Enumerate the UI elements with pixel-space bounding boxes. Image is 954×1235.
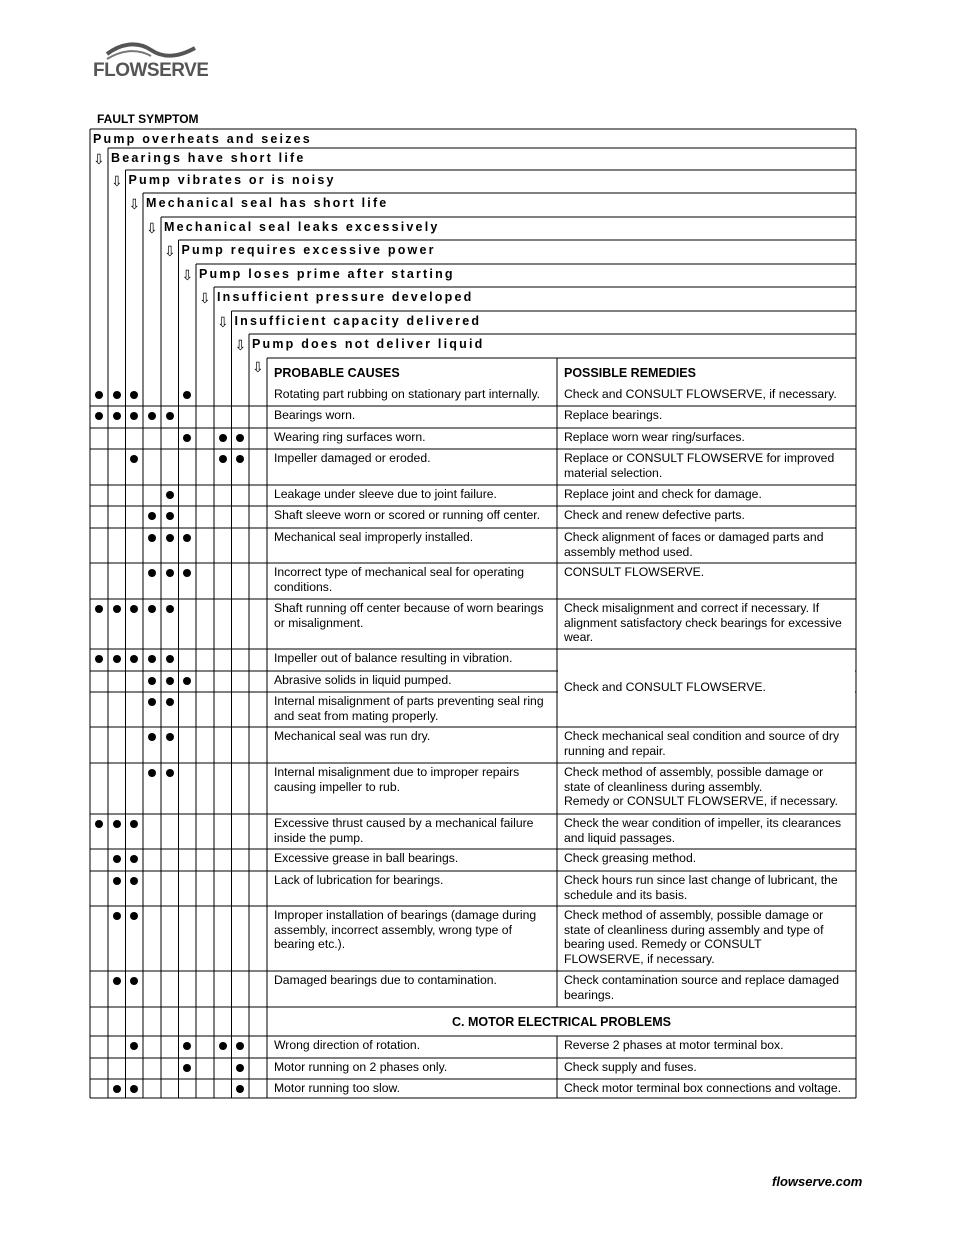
cause-cell: Wearing ring surfaces worn. [274,430,426,444]
cause-cell: Incorrect type of mechanical seal for operating conditions. [274,565,524,594]
down-arrow-icon: ⇩ [217,314,229,330]
footer-url: flowserve.com [772,1174,863,1189]
down-arrow-icon: ⇩ [181,267,194,283]
flowserve-wave-icon [93,40,208,85]
cause-cell: Motor running on 2 phases only. [274,1060,448,1074]
down-arrow-icon: ⇩ [164,243,176,259]
symptom-label-1: Pump overheats and seizes [93,132,312,146]
symptom-bullet [113,655,121,663]
symptom-label-8: Insufficient pressure developed [217,290,474,304]
symptom-bullet [219,455,227,463]
symptom-bullet [166,733,174,741]
cause-cell: Damaged bearings due to contamination. [274,973,497,987]
symptom-bullet [166,512,174,520]
symptom-bullet [113,412,121,420]
remedy-cell: Check and CONSULT FLOWSERVE. [564,680,766,694]
symptom-bullet [166,698,174,706]
down-arrow-icon: ⇩ [252,359,264,375]
symptom-bullet [148,677,156,685]
symptom-bullet [166,655,174,663]
remedy-cell: Check supply and fuses. [564,1060,697,1074]
cause-cell: Shaft sleeve worn or scored or running off center. [274,508,541,522]
symptom-bullet [148,534,156,542]
remedy-cell: Replace joint and check for damage. [564,487,762,501]
remedy-cell: Check greasing method. [564,851,697,865]
symptom-label-6: Pump requires excessive power [181,243,436,257]
logo-text: FLOWSERVE [93,60,208,81]
down-arrow-icon: ⇩ [128,196,141,212]
remedy-cell: Check misalignment and correct if necessary. If alignment satisfactory check bearings for excessive wear. [564,601,842,645]
symptom-bullet [113,391,121,399]
cause-cell: Abrasive solids in liquid pumped. [274,673,452,687]
fault-symptom-label: FAULT SYMPTOM [97,112,199,126]
symptom-label-10: Pump does not deliver liquid [252,337,485,351]
symptom-bullet [113,877,121,885]
remedy-cell: Check method of assembly, possible damage or state of cleanliness during assembly and type of bearing used. Remedy or CONSULT FLOWSERVE, if necessary. [564,908,824,966]
symptom-bullet [148,569,156,577]
symptom-bullet [166,769,174,777]
section-title: C. MOTOR ELECTRICAL PROBLEMS [452,1015,671,1029]
symptom-bullet [166,677,174,685]
symptom-bullet [148,769,156,777]
remedy-cell: Replace bearings. [564,408,663,422]
remedy-cell: Check mechanical seal condition and source of dry running and repair. [564,729,840,758]
cause-cell: Internal misalignment of parts preventing seal ring and seat from mating properly. [274,694,544,723]
cause-cell: Internal misalignment due to improper repairs causing impeller to rub. [274,765,520,794]
cause-cell: Lack of lubrication for bearings. [274,873,444,887]
symptom-bullet [95,412,103,420]
symptom-bullet [113,820,121,828]
cause-cell: Excessive grease in ball bearings. [274,851,459,865]
down-arrow-icon: ⇩ [234,337,247,353]
symptom-bullet [148,605,156,613]
symptom-bullet [113,977,121,985]
symptom-bullet [148,655,156,663]
cause-cell: Mechanical seal was run dry. [274,729,431,743]
remedy-cell: CONSULT FLOWSERVE. [564,565,705,579]
remedy-cell: Check the wear condition of impeller, its clearances and liquid passages. [564,816,842,845]
symptom-label-2: Bearings have short life [111,151,306,165]
symptom-bullet [95,655,103,663]
symptom-bullet [148,733,156,741]
cause-cell: Wrong direction of rotation. [274,1038,421,1052]
symptom-label-3: Pump vibrates or is noisy [128,173,336,187]
symptom-label-7: Pump loses prime after starting [199,267,455,281]
symptom-bullet [113,912,121,920]
symptom-bullet [166,412,174,420]
symptom-bullet [95,391,103,399]
symptom-bullet [166,605,174,613]
down-arrow-icon: ⇩ [111,173,123,189]
troubleshooting-table [90,129,856,1098]
remedy-cell: Check and renew defective parts. [564,508,745,522]
symptom-bullet [219,1042,227,1050]
down-arrow-icon: ⇩ [146,220,158,236]
symptom-bullet [113,605,121,613]
possible-remedies-header: POSSIBLE REMEDIES [564,366,696,380]
remedy-cell: Check alignment of faces or damaged parts and assembly method used. [564,530,824,559]
cause-cell: Improper installation of bearings (damage during assembly, incorrect assembly, wrong type of bearing etc.). [274,908,537,952]
symptom-bullet [148,698,156,706]
symptom-label-5: Mechanical seal leaks excessively [164,220,440,234]
remedy-cell: Check method of assembly, possible damage or state of cleanliness during assembly. Remedy or CONSULT FLOWSERVE, if necessary. [564,765,839,809]
symptom-bullet [95,820,103,828]
cause-cell: Excessive thrust caused by a mechanical failure inside the pump. [274,816,534,845]
symptom-label-9: Insufficient capacity delivered [234,314,482,328]
symptom-bullet [166,491,174,499]
remedy-cell: Check motor terminal box connections and voltage. [564,1081,842,1095]
probable-causes-header: PROBABLE CAUSES [274,366,400,380]
cause-cell: Shaft running off center because of worn bearings or misalignment. [274,601,544,630]
symptom-bullet [113,1085,121,1093]
cause-cell: Bearings worn. [274,408,356,422]
down-arrow-icon: ⇩ [93,151,105,167]
symptom-bullet [113,855,121,863]
remedy-cell: Replace worn wear ring/surfaces. [564,430,745,444]
remedy-cell: Check and CONSULT FLOWSERVE, if necessary. [564,387,837,401]
remedy-cell: Check contamination source and replace damaged bearings. [564,973,840,1002]
symptom-bullet [166,534,174,542]
remedy-cell: Replace or CONSULT FLOWSERVE for improved material selection. [564,451,835,480]
flowserve-logo [93,40,208,85]
cause-cell: Mechanical seal improperly installed. [274,530,474,544]
down-arrow-icon: ⇩ [199,290,211,306]
remedy-cell: Reverse 2 phases at motor terminal box. [564,1038,784,1052]
cause-cell: Motor running too slow. [274,1081,401,1095]
symptom-label-4: Mechanical seal has short life [146,196,389,210]
cause-cell: Rotating part rubbing on stationary part internally. [274,387,541,401]
symptom-bullet [166,569,174,577]
symptom-bullet [148,412,156,420]
cause-cell: Leakage under sleeve due to joint failure. [274,487,497,501]
cause-cell: Impeller out of balance resulting in vibration. [274,651,513,665]
symptom-bullet [219,434,227,442]
symptom-bullet [148,512,156,520]
symptom-bullet [95,605,103,613]
remedy-cell: Check hours run since last change of lubricant, the schedule and its basis. [564,873,838,902]
cause-cell: Impeller damaged or eroded. [274,451,431,465]
